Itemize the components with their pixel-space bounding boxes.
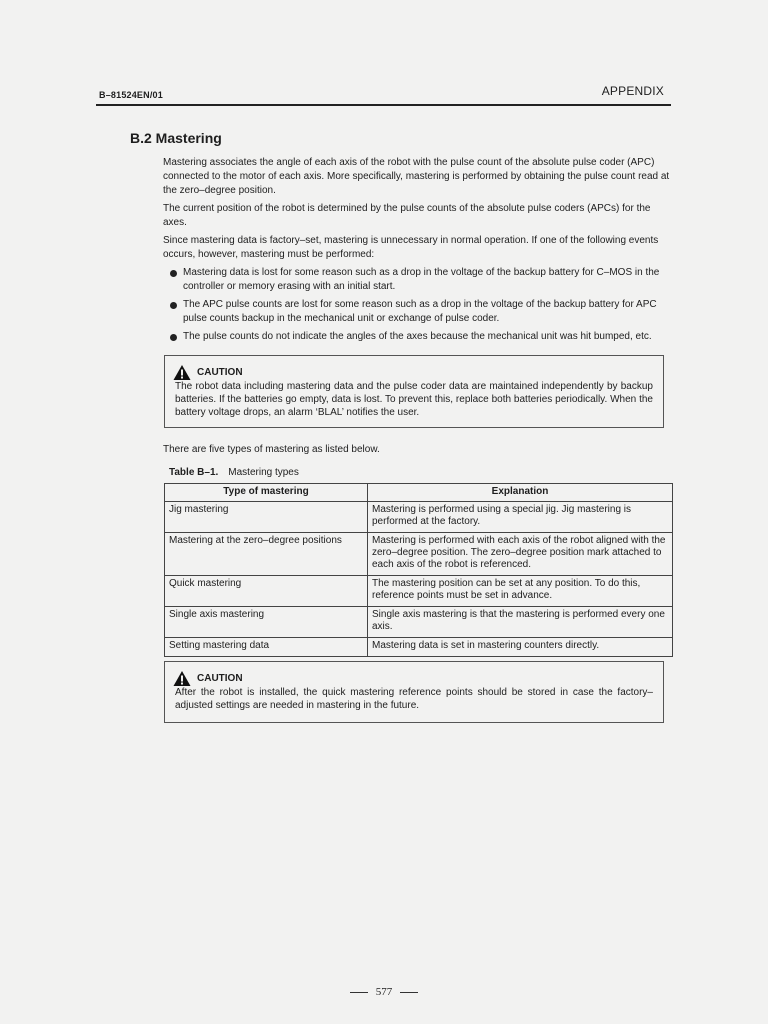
bullet-item bbox=[163, 298, 673, 326]
document-code: B–81524EN/01 bbox=[99, 90, 163, 100]
cell-type: Jig mastering bbox=[165, 502, 368, 533]
caution-text: After the robot is installed, the quick mastering reference points should be stored in case the factory–adjusted settings are needed in mastering in the future. bbox=[175, 687, 653, 711]
table-caption bbox=[169, 467, 299, 478]
section-title: B.2 Mastering bbox=[130, 130, 222, 146]
running-head: APPENDIX bbox=[601, 84, 664, 98]
bullet-dot-icon bbox=[170, 270, 177, 277]
column-header-type: Type of mastering bbox=[165, 484, 368, 502]
table-row bbox=[165, 576, 673, 607]
page-footer bbox=[0, 986, 768, 998]
caution-label: CAUTION bbox=[197, 673, 243, 684]
cell-explanation: Mastering data is set in mastering counters directly. bbox=[368, 638, 673, 657]
bullet-list bbox=[163, 266, 673, 344]
table-caption-title: Mastering types bbox=[228, 467, 299, 478]
cell-explanation: The mastering position can be set at any position. To do this, reference points must be set in advance. bbox=[368, 576, 673, 607]
cell-type: Quick mastering bbox=[165, 576, 368, 607]
body-text bbox=[163, 156, 673, 348]
bullet-item bbox=[163, 266, 673, 294]
cell-explanation: Single axis mastering is that the mastering is performed every one axis. bbox=[368, 607, 673, 638]
paragraph: Mastering associates the angle of each axis of the robot with the pulse count of the absolute pulse coder (APC) connected to the motor of each axis. More specifically, mastering is performed by obtaining the pulse count read at the zero–degree position. bbox=[163, 157, 670, 196]
mastering-types-table bbox=[164, 483, 673, 657]
paragraph: Since mastering data is factory–set, mastering is unnecessary in normal operation. If one of the following events occurs, however, mastering must be performed: bbox=[163, 235, 659, 260]
bullet-dot-icon bbox=[170, 302, 177, 309]
footer-dash bbox=[400, 992, 418, 993]
caution-heading bbox=[173, 670, 243, 687]
types-intro: There are five types of mastering as listed below. bbox=[163, 444, 380, 455]
table-caption-label: Table B–1. bbox=[169, 467, 219, 478]
bullet-item bbox=[163, 330, 673, 344]
cell-type: Single axis mastering bbox=[165, 607, 368, 638]
caution-label: CAUTION bbox=[197, 367, 243, 378]
warning-triangle-icon bbox=[173, 670, 191, 687]
bullet-text: Mastering data is lost for some reason such as a drop in the voltage of the backup battery for C–MOS in the controller or memory erasing with an initial start. bbox=[183, 267, 660, 292]
caution-heading bbox=[173, 364, 243, 381]
warning-triangle-icon bbox=[173, 364, 191, 381]
bullet-dot-icon bbox=[170, 334, 177, 341]
cell-explanation: Mastering is performed with each axis of the robot aligned with the zero–degree position. The zero–degree position mark attached to each axis of the robot is referenced. bbox=[368, 533, 673, 576]
caution-text: The robot data including mastering data and the pulse coder data are maintained independently by backup batteries. If the batteries go empty, data is lost. To prevent this, replace both batteries periodically. When the battery voltage drops, an alarm ‘BLAL’ notifies the user. bbox=[175, 381, 653, 418]
paragraph: The current position of the robot is determined by the pulse counts of the absolute pulse coders (APCs) for the axes. bbox=[163, 203, 651, 228]
table-row bbox=[165, 607, 673, 638]
header-rule bbox=[96, 104, 671, 106]
bullet-text: The APC pulse counts are lost for some reason such as a drop in the voltage of the backup battery for APC pulse counts backup in the mechanical unit or exchange of pulse coder. bbox=[183, 299, 657, 324]
caution-box bbox=[164, 355, 664, 428]
caution-box bbox=[164, 661, 664, 723]
cell-explanation: Mastering is performed using a special jig. Jig mastering is performed at the factory. bbox=[368, 502, 673, 533]
bullet-text: The pulse counts do not indicate the angles of the axes because the mechanical unit was hit bumped, etc. bbox=[183, 331, 652, 342]
footer-dash bbox=[350, 992, 368, 993]
cell-type: Setting mastering data bbox=[165, 638, 368, 657]
cell-type: Mastering at the zero–degree positions bbox=[165, 533, 368, 576]
table-row bbox=[165, 502, 673, 533]
column-header-explanation: Explanation bbox=[368, 484, 673, 502]
table-header-row bbox=[165, 484, 673, 502]
page-number: 577 bbox=[375, 986, 393, 998]
table-row bbox=[165, 533, 673, 576]
table-row bbox=[165, 638, 673, 657]
